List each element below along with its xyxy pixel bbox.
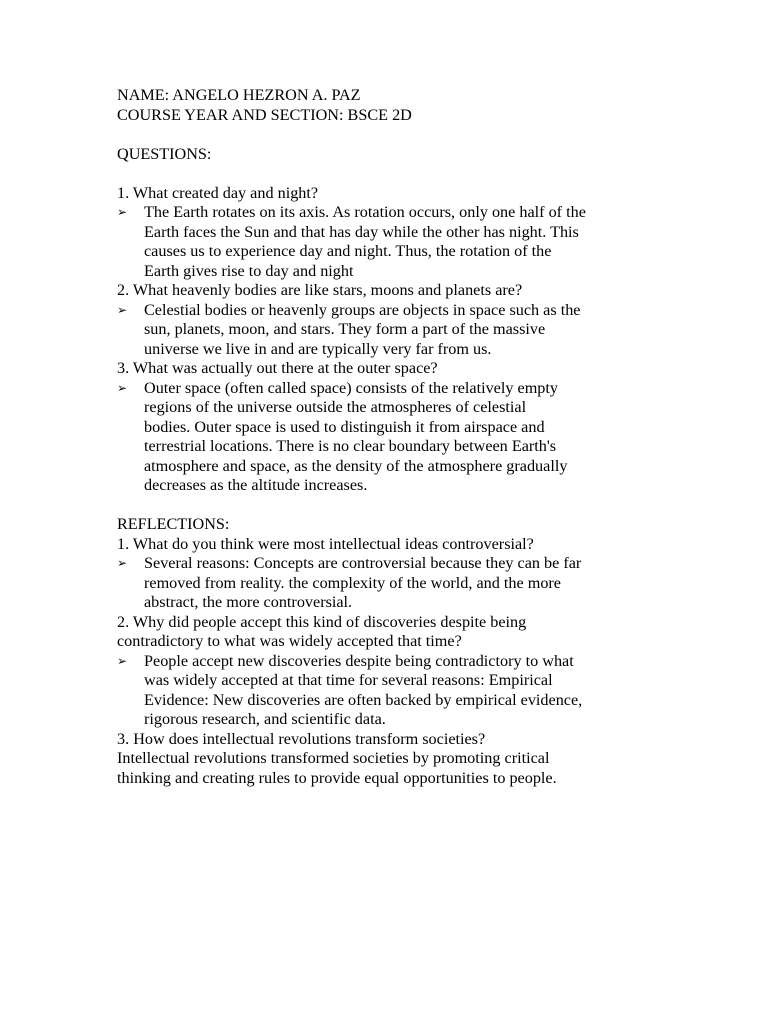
reflection-answer-2: ➢ People accept new discoveries despite being contradictory to what was widely accepted at that time for several reasons: Empirical Evidence: New discoveries are often backed by empirical evidence, rigorous research, and scientific data. [117,651,583,728]
reflection-question-2-cont: contradictory to what was widely accepted that time? [117,632,462,650]
reflection-answer-3-line-2: thinking and creating rules to provide equal opportunities to people. [117,768,557,787]
questions-heading: QUESTIONS: [117,144,212,163]
reflection-answer-3-line-1: Intellectual revolutions transformed societies by promoting critical [117,749,550,767]
question-2: 2. What heavenly bodies are like stars, moons and planets are? [117,281,523,299]
document-page [117,86,657,788]
question-3: 3. What was actually out there at the outer space? [117,359,438,377]
arrowhead-bullet-icon: ➢ [117,556,128,570]
answer-3: ➢ Outer space (often called space) consists of the relatively empty regions of the universe outside the atmospheres of celestial bodies. Outer space is used to distinguish it from airspace and terrestrial locations. There is no clear boundary between Earth's atmosphere and space, as the density of the atmosphere gradually decreases as the altitude increases. [117,378,568,494]
reflection-question-2: 2. Why did people accept this kind of discoveries despite being [117,612,527,631]
reflection-question-3: 3. How does intellectual revolutions transform societies? [117,729,486,748]
arrowhead-bullet-icon: ➢ [117,380,128,395]
reflections-heading: REFLECTIONS: [117,515,230,533]
answer-1: ➢ The Earth rotates on its axis. As rotation occurs, only one half of the Earth faces the Sun and that has day while the other has night. This causes us to experience day and night. Thus, the rotation of the Earth gives rise to day and night [117,203,586,280]
answer-2: ➢ Celestial bodies or heavenly groups are objects in space such as the sun, planets, moon, and stars. They form a part of the massive universe we live in and are typically very far from us. [117,300,581,358]
arrowhead-bullet-icon: ➢ [117,205,128,219]
arrowhead-bullet-icon: ➢ [117,302,128,317]
course-section: COURSE YEAR AND SECTION: BSCE 2D [117,105,412,124]
reflection-question-1: 1. What do you think were most intellectual ideas controversial? [117,534,534,553]
student-name: NAME: ANGELO HEZRON A. PAZ [117,86,361,104]
arrowhead-bullet-icon: ➢ [117,653,128,668]
reflection-answer-1: ➢ Several reasons: Concepts are controversial because they can be far removed from reality. the complexity of the world, and the more abstract, the more controversial. [117,554,582,611]
question-1: 1. What created day and night? [117,183,319,202]
